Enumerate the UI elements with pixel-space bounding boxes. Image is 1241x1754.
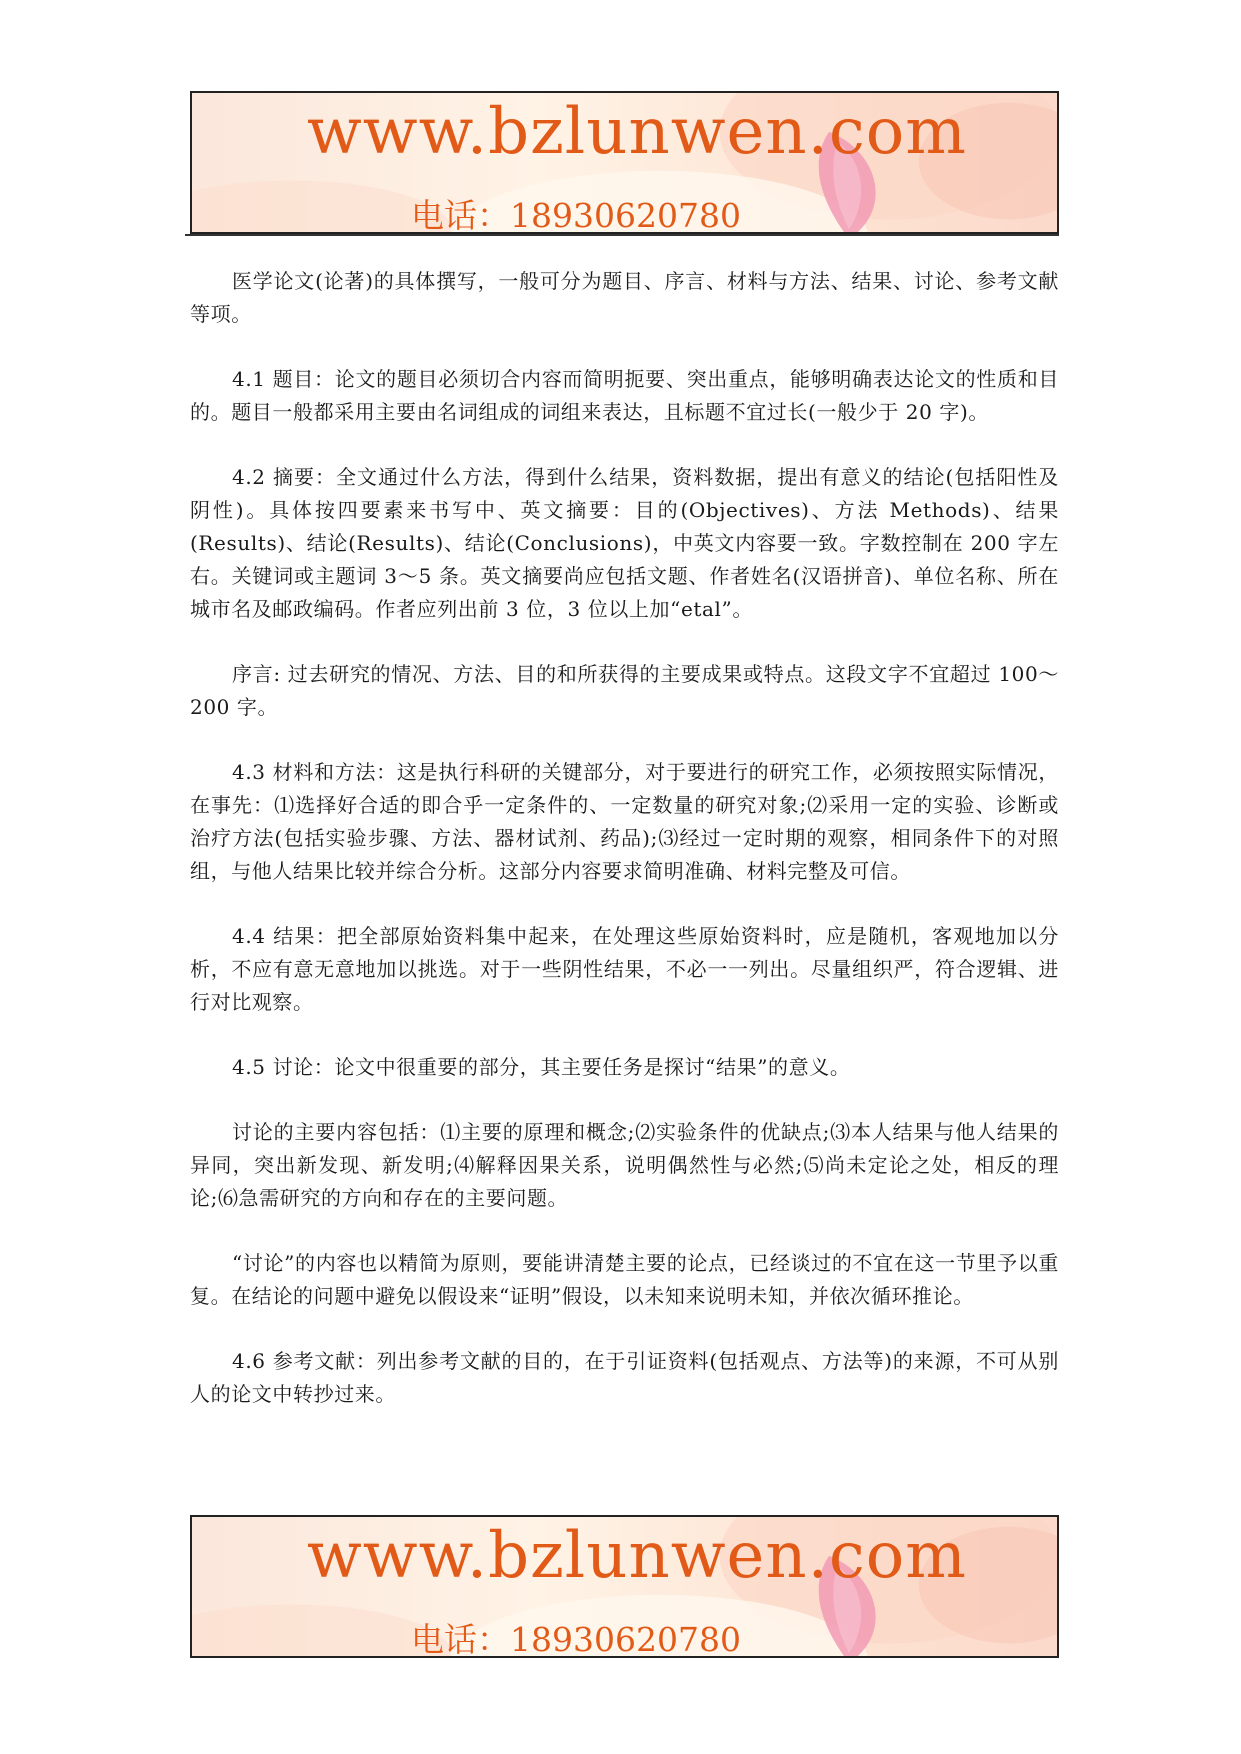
- paragraph-discussion: 4.5 讨论：论文中很重要的部分，其主要任务是探讨“结果”的意义。: [232, 1055, 851, 1079]
- paragraph-materials-methods: 4.3 材料和方法：这是执行科研的关键部分，对于要进行的研究工作，必须按照实际情况，在事先：⑴选择好合适的即合乎一定条件的、一定数量的研究对象;⑵采用一定的实验、诊断或治疗方法(包括实验步骤、方法、器材试剂、药品);⑶经过一定时期的观察，相同条件下的对照组，与他人结果比较并综合分析。这部分内容要求简明准确、材料完整及可信。: [190, 760, 1059, 883]
- paragraph-abstract-section: 4.2 摘要：全文通过什么方法，得到什么结果，资料数据，提出有意义的结论(包括阳性及阴性)。具体按四要素来书写中、英文摘要：目的(Objectives)、方法 Methods)、结果(Results)、结论(Results)、结论(Conclusions)，中英文内容要一致。字数控制在 200 字左右。关键词或主题词 3～5 条。英文摘要尚应包括文题、作者姓名(汉语拼音)、单位名称、所在城市名及邮政编码。作者应列出前 3 位，3 位以上加“etal”。: [190, 465, 1059, 621]
- article-body: [190, 265, 1059, 1443]
- paragraph-preface: 序言: 过去研究的情况、方法、目的和所获得的主要成果或特点。这段文字不宜超过 100～200 字。: [190, 662, 1059, 719]
- header-divider: [185, 234, 1059, 236]
- header-banner: [190, 91, 1059, 234]
- paragraph-intro: 医学论文(论著)的具体撰写，一般可分为题目、序言、材料与方法、结果、讨论、参考文献等项。: [190, 269, 1059, 326]
- paragraph-references: 4.6 参考文献：列出参考文献的目的，在于引证资料(包括观点、方法等)的来源，不可从别人的论文中转抄过来。: [190, 1349, 1059, 1406]
- paragraph-results: 4.4 结果：把全部原始资料集中起来，在处理这些原始资料时，应是随机，客观地加以分析，不应有意无意地加以挑选。对于一些阴性结果，不必一一列出。尽量组织严，符合逻辑、进行对比观察。: [190, 924, 1059, 1014]
- website-url: www.bzlunwen.com: [307, 1519, 967, 1593]
- phone-number: 电话：18930620780: [411, 196, 741, 234]
- paragraph-discussion-content: 讨论的主要内容包括：⑴主要的原理和概念;⑵实验条件的优缺点;⑶本人结果与他人结果的异同，突出新发现、新发明;⑷解释因果关系，说明偶然性与必然;⑸尚未定论之处，相反的理论;⑹急需研究的方向和存在的主要问题。: [190, 1120, 1059, 1210]
- paragraph-title-section: 4.1 题目：论文的题目必须切合内容而简明扼要、突出重点，能够明确表达论文的性质和目的。题目一般都采用主要由名词组成的词组来表达，且标题不宜过长(一般少于 20 字)。: [190, 367, 1059, 424]
- website-url: www.bzlunwen.com: [307, 95, 967, 169]
- phone-number: 电话：18930620780: [411, 1620, 741, 1658]
- paragraph-discussion-principle: “讨论”的内容也以精简为原则，要能讲清楚主要的论点，已经谈过的不宜在这一节里予以重复。在结论的问题中避免以假设来“证明”假设，以未知来说明未知，并依次循环推论。: [190, 1251, 1059, 1308]
- footer-banner: [190, 1515, 1059, 1658]
